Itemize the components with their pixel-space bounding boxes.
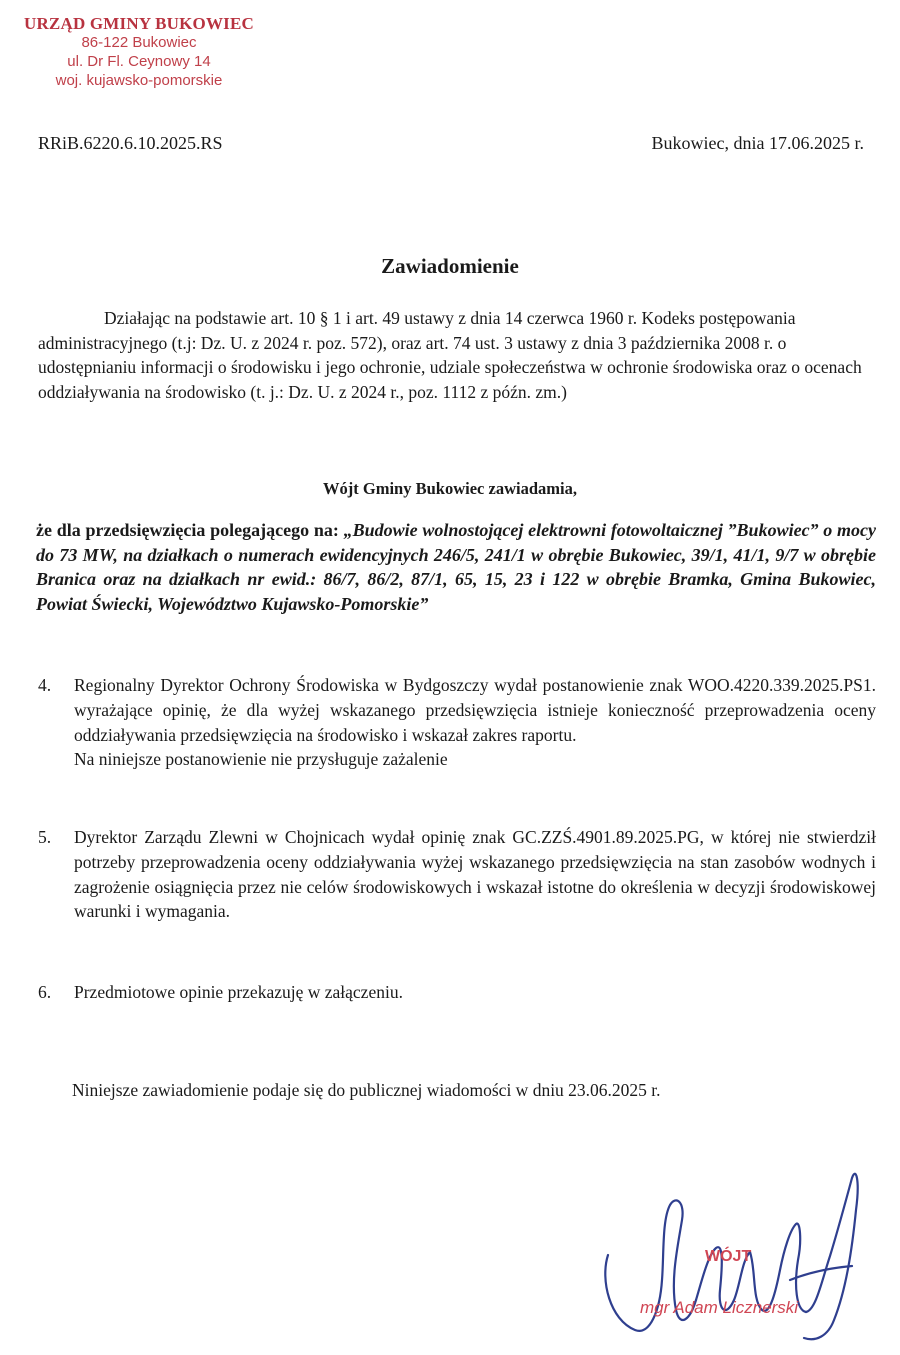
- legal-basis-paragraph: Działając na podstawie art. 10 § 1 i art. 49 ustawy z dnia 14 czerwca 1960 r. Kodeks postępowania administracyjnego (t.j: Dz. U. z 2024 r. poz. 572), oraz art. 74 ust. 3 ustawy z dnia 3 października 2008 r. o udostępnianiu informacji o środowisku i jego ochronie, udziale społeczeństwa w ochronie środowiska oraz o ocenach oddziaływania na środowisko (t. j.: Dz. U. z 2024 r., poz. 1112 z późn. zm.): [38, 308, 862, 402]
- publication-notice: Niniejsze zawiadomienie podaje się do publicznej wiadomości w dniu 23.06.2025 r.: [72, 1080, 661, 1100]
- reference-number: RRiB.6220.6.10.2025.RS: [38, 133, 223, 153]
- stamp-postal-code: 86-122 Bukowiec: [81, 34, 197, 51]
- list-item: [38, 825, 876, 924]
- signatory-title: WÓJT: [705, 1248, 752, 1265]
- office-stamp: [14, 14, 264, 90]
- list-item: [38, 673, 876, 772]
- list-item-number: 4.: [38, 675, 52, 695]
- list-item-text: Dyrektor Zarządu Zlewni w Chojnicach wydał opinię znak GC.ZZŚ.4901.89.2025.PG, w której nie stwierdził potrzeby przeprowadzenia oceny oddziaływania wyżej wskazanego przedsięwzięcia na stan zasobów wodnych i zagrożenie osiągnięcia przez nie celów środowiskowych i wskazał istotne do określenia w decyzji środowiskowej warunki i wymagania.: [74, 827, 876, 922]
- signatory-name: mgr Adam Licznerski: [640, 1298, 799, 1317]
- stamp-voivodeship: woj. kujawsko-pomorskie: [55, 72, 223, 89]
- project-description: [36, 518, 876, 616]
- place-and-date: Bukowiec, dnia 17.06.2025 r.: [651, 133, 864, 153]
- list-item-note: Na niniejsze postanowienie nie przysługuje zażalenie: [74, 749, 448, 770]
- list-item-number: 6.: [38, 982, 52, 1002]
- list-item-text: Przedmiotowe opinie przekazuję w załączeniu.: [74, 982, 403, 1002]
- list-item-text: Regionalny Dyrektor Ochrony Środowiska w Bydgoszczy wydał postanowienie znak WOO.4220.339.2025.PS1. wyrażające opinię, że dla wyżej wskazanego przedsięwzięcia istnieje konieczność przeprowadzenia oceny oddziaływania przedsięwzięcia na środowisko i wskazał zakres raportu.: [74, 675, 876, 745]
- announcement-heading: Wójt Gminy Bukowiec zawiadamia,: [323, 479, 577, 498]
- project-lead-text: że dla przedsięwzięcia polegającego na:: [36, 520, 344, 540]
- list-item-number: 5.: [38, 827, 52, 847]
- list-item: [38, 980, 876, 1005]
- document-title: Zawiadomienie: [381, 254, 519, 278]
- stamp-office-name: URZĄD GMINY BUKOWIEC: [23, 14, 255, 33]
- stamp-street: ul. Dr Fl. Ceynowy 14: [67, 53, 211, 70]
- project-name: „Budowie wolnostojącej elektrowni fotowoltaicznej ”Bukowiec” o mocy do 73 MW, na działkach o numerach ewidencyjnych 246/5, 241/1 w obrębie Bukowiec, 39/1, 41/1, 9/7 w obrębie Branica oraz na działkach nr ewid.: 86/7, 86/2, 87/1, 65, 15, 23 i 122 w obrębie Bramka, Gmina Bukowiec, Powiat Świecki, Województwo Kujawsko-Pomorskie”: [36, 520, 876, 614]
